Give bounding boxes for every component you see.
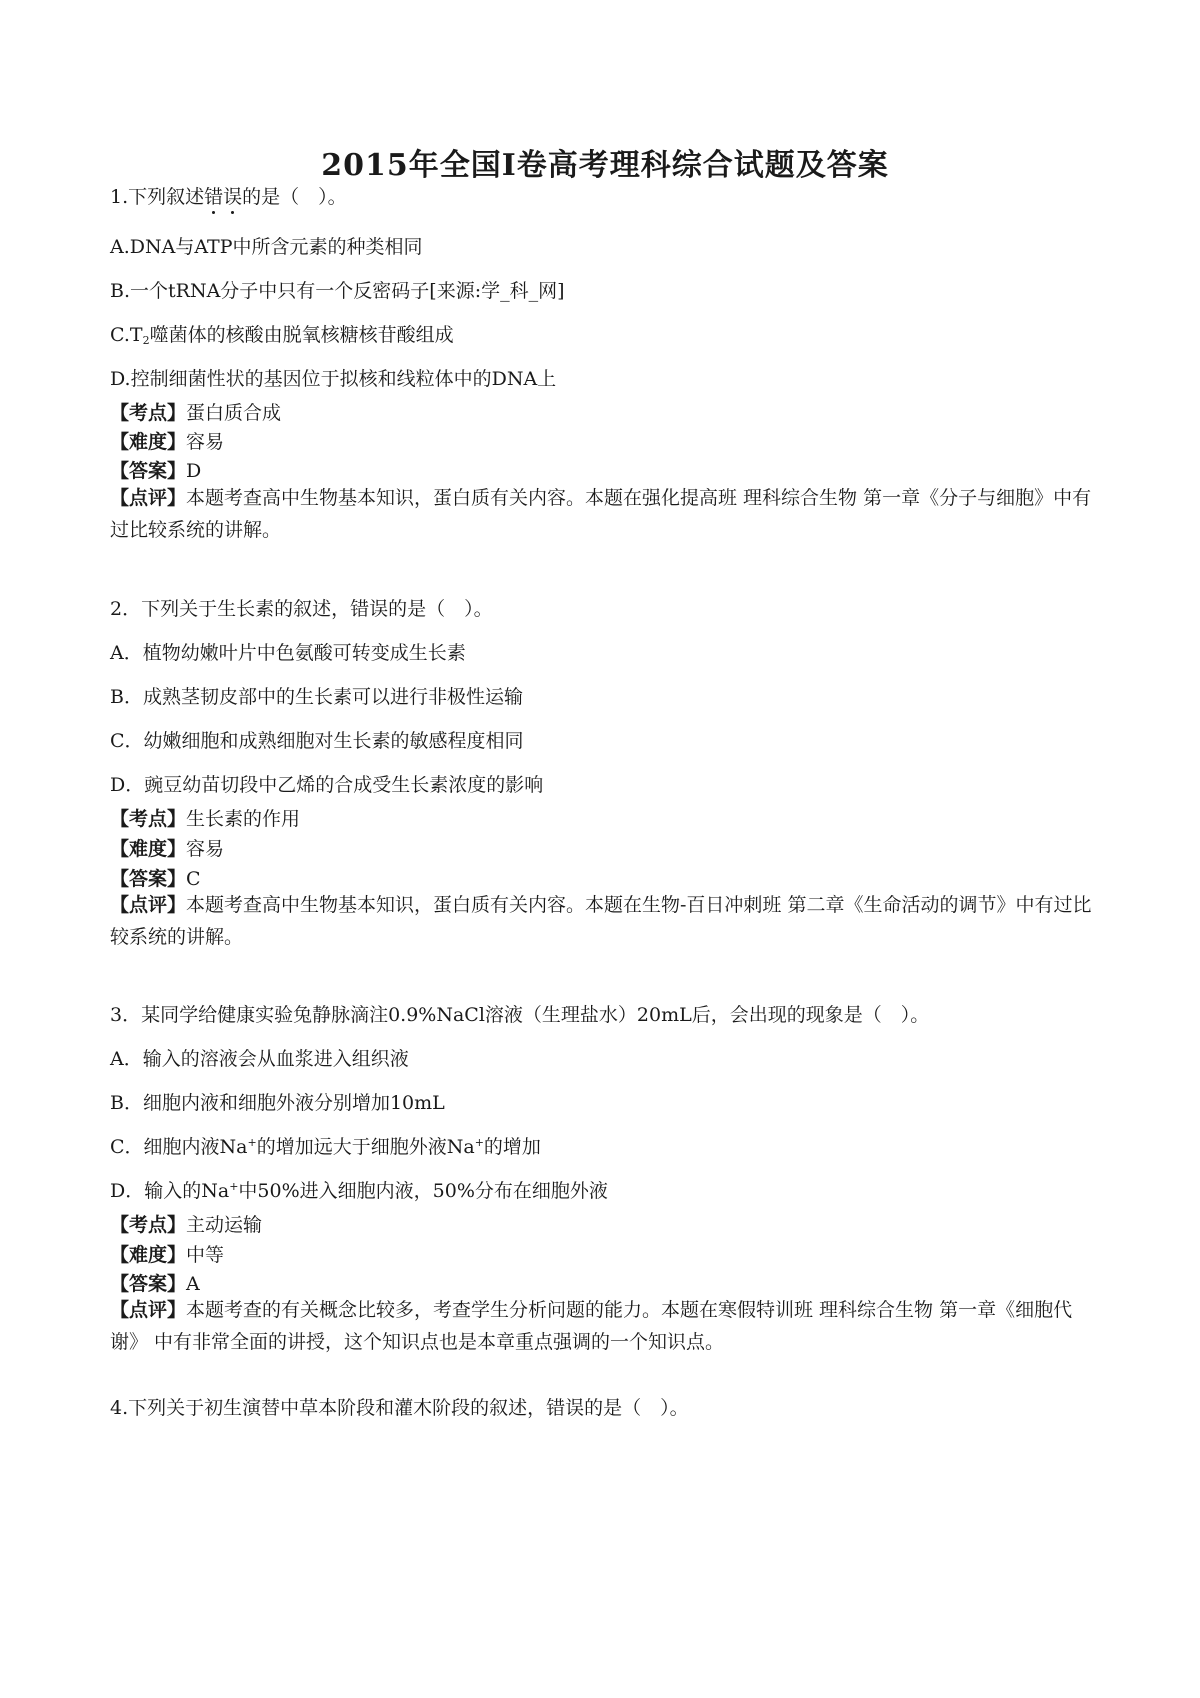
question-1-difficulty: 【难度】容易 bbox=[110, 431, 225, 453]
page-title: 2015年全国Ⅰ卷高考理科综合试题及答案 bbox=[321, 148, 889, 183]
question-4-stem: 4.下列关于初生演替中草本阶段和灌木阶段的叙述，错误的是（ ）。 bbox=[110, 1397, 689, 1419]
question-1-comment: 【点评】本题考查高中生物基本知识，蛋白质有关内容。本题在强化提高班 理科综合生物 第一章《分子与细胞》中有过比较系统的讲解。 bbox=[110, 487, 1092, 541]
question-1-stem: 1.下列叙述错误的是（ ）。 bbox=[110, 186, 347, 208]
question-2-stem: 2．下列关于生长素的叙述，错误的是（ ）。 bbox=[110, 598, 493, 620]
question-3-option-b: B．细胞内液和细胞外液分别增加10mL bbox=[110, 1092, 445, 1114]
question-2-option-a: A．植物幼嫩叶片中色氨酸可转变成生长素 bbox=[110, 642, 466, 664]
question-1-option-b: B.一个tRNA分子中只有一个反密码子[来源:学_科_网] bbox=[110, 280, 565, 302]
question-1-option-c: $C.T_2$噬菌体的核酸由脱氧核糖核苷酸组成 bbox=[110, 324, 454, 347]
question-1-answer: 【答案】D bbox=[110, 460, 202, 482]
question-2-answer: 【答案】C bbox=[110, 868, 201, 890]
question-3-difficulty: 【难度】中等 bbox=[110, 1244, 225, 1266]
question-1-option-a: A.DNA与ATP中所含元素的种类相同 bbox=[110, 236, 423, 258]
emphasis-mark: 错 bbox=[204, 186, 224, 208]
question-2-option-b: B．成熟茎韧皮部中的生长素可以进行非极性运输 bbox=[110, 686, 523, 708]
question-3-option-a: A．输入的溶液会从血浆进入组织液 bbox=[110, 1048, 409, 1070]
question-2-option-c: C．幼嫩细胞和成熟细胞对生长素的敏感程度相同 bbox=[110, 730, 524, 752]
question-3-comment: 【点评】本题考查的有关概念比较多，考查学生分析问题的能力。本题在寒假特训班 理科综合生物 第一章《细胞代谢》 中有非常全面的讲授，这个知识点也是本章重点强调的一个知识点。 bbox=[110, 1299, 1073, 1353]
question-3-option-d: D．输入的Na+中50%进入细胞内液，50%分布在细胞外液 bbox=[110, 1180, 608, 1202]
question-2-option-d: D．豌豆幼苗切段中乙烯的合成受生长素浓度的影响 bbox=[110, 774, 544, 796]
emphasis-mark: 误 bbox=[223, 186, 243, 208]
question-1-knowledge-point: 【考点】蛋白质合成 bbox=[110, 402, 282, 424]
question-3-stem: 3．某同学给健康实验兔静脉滴注0.9%NaCl溶液（生理盐水）20mL后，会出现的现象是（ ）。 bbox=[110, 1004, 930, 1026]
question-3-knowledge-point: 【考点】主动运输 bbox=[110, 1214, 263, 1236]
question-2-difficulty: 【难度】容易 bbox=[110, 838, 225, 860]
question-3-option-c: C．细胞内液Na+的增加远大于细胞外液Na+的增加 bbox=[110, 1136, 541, 1158]
question-1-option-d: D.控制细菌性状的基因位于拟核和线粒体中的DNA上 bbox=[110, 368, 557, 390]
question-2-knowledge-point: 【考点】生长素的作用 bbox=[110, 808, 301, 830]
question-3-answer: 【答案】A bbox=[110, 1273, 200, 1295]
question-2-comment: 【点评】本题考查高中生物基本知识，蛋白质有关内容。本题在生物-百日冲刺班 第二章《生命活动的调节》中有过比较系统的讲解。 bbox=[110, 894, 1092, 948]
